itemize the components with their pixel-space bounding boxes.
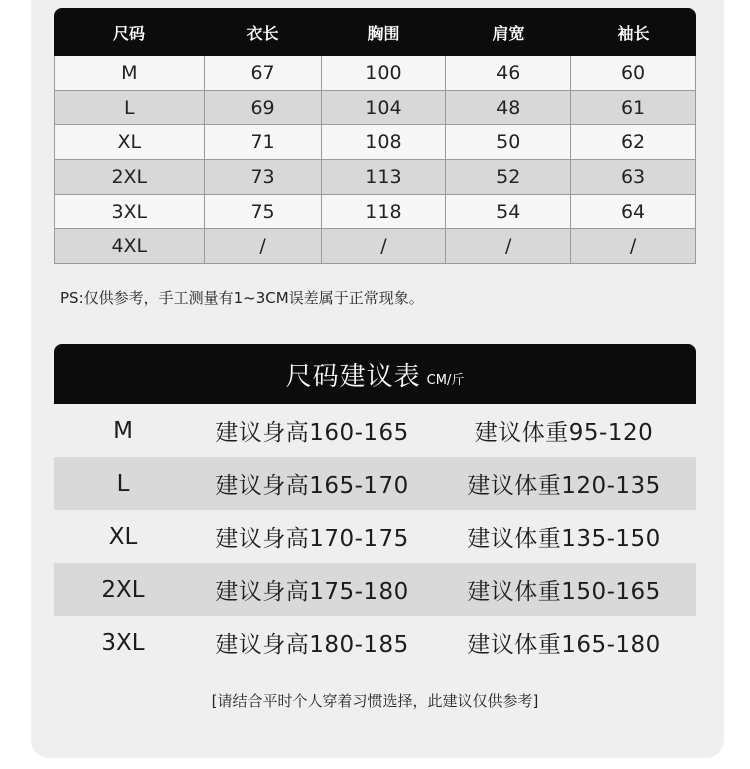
rec-weight: 建议体重95-120 xyxy=(474,420,654,446)
cell-size: XL xyxy=(117,131,142,154)
size-table xyxy=(54,8,696,264)
header-size: 尺码 xyxy=(112,23,145,43)
rec-size: XL xyxy=(108,523,138,550)
cell-length: 69 xyxy=(204,91,321,125)
rec-height: 建议身高175-180 xyxy=(215,579,409,605)
cell-sleeve: 62 xyxy=(570,125,695,159)
measurement-note: PS:仅供参考，手工测量有1~3CM误差属于正常现象。 xyxy=(60,289,424,307)
rec-size: L xyxy=(116,470,130,497)
cell-size: 2XL xyxy=(111,165,148,188)
table-row xyxy=(55,159,695,194)
size-table-header xyxy=(54,8,696,56)
rec-height: 建议身高160-165 xyxy=(215,420,409,446)
cell-sleeve: / xyxy=(570,229,695,263)
cell-sleeve: 64 xyxy=(570,195,695,229)
recommendation-row xyxy=(54,404,696,457)
cell-length: 67 xyxy=(204,56,321,90)
header-length: 衣长 xyxy=(246,23,279,43)
cell-size: L xyxy=(124,96,135,119)
recommendation-row xyxy=(54,563,696,616)
table-row xyxy=(55,194,695,229)
rec-height: 建议身高170-175 xyxy=(215,526,409,552)
rec-weight: 建议体重150-165 xyxy=(467,579,661,605)
rec-height: 建议身高165-170 xyxy=(215,473,409,499)
table-row xyxy=(55,228,695,263)
table-row xyxy=(55,56,695,90)
rec-weight: 建议体重135-150 xyxy=(467,526,661,552)
cell-shoulder: / xyxy=(445,229,570,263)
cell-length: 71 xyxy=(204,125,321,159)
cell-shoulder: 52 xyxy=(445,160,570,194)
size-table-body xyxy=(54,56,696,264)
header-shoulder: 肩宽 xyxy=(492,23,525,43)
header-chest: 胸围 xyxy=(367,23,400,43)
rec-size: 2XL xyxy=(101,576,145,603)
cell-chest: 108 xyxy=(321,125,446,159)
recommendation-row xyxy=(54,510,696,563)
header-sleeve: 袖长 xyxy=(617,23,650,43)
table-row xyxy=(55,124,695,159)
cell-size: 4XL xyxy=(111,235,148,258)
cell-length: 73 xyxy=(204,160,321,194)
cell-length: 75 xyxy=(204,195,321,229)
cell-size: M xyxy=(121,61,138,84)
cell-sleeve: 63 xyxy=(570,160,695,194)
cell-sleeve: 61 xyxy=(570,91,695,125)
recommendation-title: 尺码建议表 xyxy=(285,361,421,392)
recommendation-row xyxy=(54,616,696,669)
recommendation-footnote: [请结合平时个人穿着习惯选择，此建议仅供参考] xyxy=(211,692,539,710)
table-row xyxy=(55,90,695,125)
size-recommendation-table xyxy=(54,344,696,669)
rec-height: 建议身高180-185 xyxy=(215,632,409,658)
rec-size: 3XL xyxy=(101,629,145,656)
cell-chest: / xyxy=(321,229,446,263)
cell-length: / xyxy=(204,229,321,263)
rec-size: M xyxy=(113,417,133,444)
rec-weight: 建议体重120-135 xyxy=(467,473,661,499)
cell-chest: 100 xyxy=(321,56,446,90)
rec-weight: 建议体重165-180 xyxy=(467,632,661,658)
recommendation-header xyxy=(54,344,696,404)
cell-chest: 118 xyxy=(321,195,446,229)
cell-shoulder: 48 xyxy=(445,91,570,125)
recommendation-row xyxy=(54,457,696,510)
cell-chest: 113 xyxy=(321,160,446,194)
cell-chest: 104 xyxy=(321,91,446,125)
cell-sleeve: 60 xyxy=(570,56,695,90)
cell-shoulder: 46 xyxy=(445,56,570,90)
cell-shoulder: 50 xyxy=(445,125,570,159)
cell-shoulder: 54 xyxy=(445,195,570,229)
cell-size: 3XL xyxy=(111,200,148,223)
recommendation-unit: CM/斤 xyxy=(426,372,465,388)
